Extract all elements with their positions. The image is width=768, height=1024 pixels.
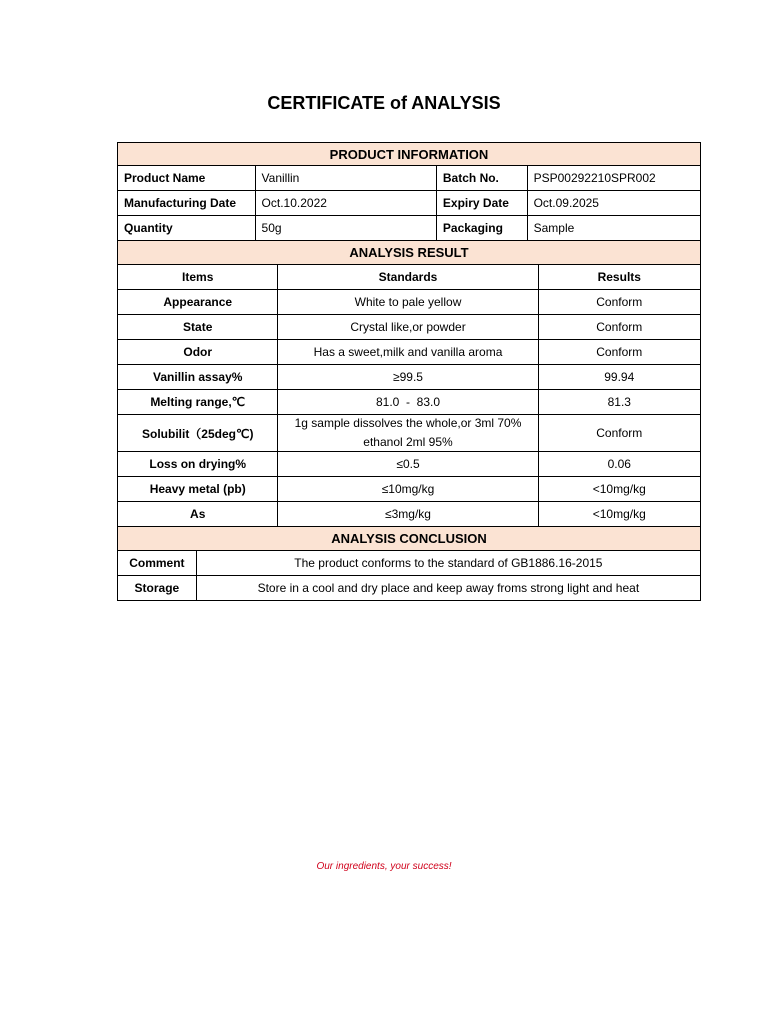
column-header-items: Items <box>182 270 214 284</box>
comment-label: Comment <box>129 556 185 570</box>
analysis-item: State <box>183 320 213 334</box>
expiry-date-value: Oct.09.2025 <box>527 191 700 215</box>
packaging-value: Sample <box>527 216 700 240</box>
analysis-result: 99.94 <box>538 365 700 389</box>
analysis-standard: ≤0.5 <box>277 452 537 476</box>
analysis-item: Loss on drying% <box>149 457 247 471</box>
packaging-label: Packaging <box>436 216 527 240</box>
analysis-standard: Crystal like,or powder <box>277 315 537 339</box>
analysis-result: <10mg/kg <box>538 477 700 501</box>
analysis-header-row <box>117 265 701 290</box>
analysis-result: <10mg/kg <box>538 502 700 526</box>
analysis-row <box>117 290 701 315</box>
product-name-label: Product Name <box>124 171 206 185</box>
analysis-result: Conform <box>538 290 700 314</box>
analysis-row <box>117 340 701 365</box>
product-info-row <box>117 166 701 191</box>
analysis-row <box>117 390 701 415</box>
analysis-result: 0.06 <box>538 452 700 476</box>
storage-label: Storage <box>134 581 180 595</box>
analysis-result: 81.3 <box>538 390 700 414</box>
product-info-row <box>117 216 701 241</box>
analysis-result: Conform <box>538 340 700 364</box>
conclusion-row <box>117 551 701 576</box>
analysis-item: Heavy metal (pb) <box>149 482 246 496</box>
analysis-row <box>117 315 701 340</box>
analysis-standard: White to pale yellow <box>277 290 537 314</box>
analysis-standard: 1g sample dissolves the whole,or 3ml 70% ethanol 2ml 95% <box>277 415 537 451</box>
analysis-item: Vanillin assay% <box>153 370 243 384</box>
document-title: CERTIFICATE of ANALYSIS <box>267 93 501 113</box>
analysis-conclusion-heading: ANALYSIS CONCLUSION <box>117 527 701 551</box>
footer-slogan: Our ingredients, your success! <box>316 861 452 872</box>
analysis-result: Conform <box>538 415 700 451</box>
manufacturing-date-value: Oct.10.2022 <box>255 191 436 215</box>
batch-no-value: PSP00292210SPR002 <box>527 166 700 190</box>
analysis-row <box>117 502 701 527</box>
column-header-results: Results <box>538 265 700 289</box>
product-name-value: Vanillin <box>255 166 436 190</box>
analysis-item: Solubilit（25deg℃) <box>141 426 254 441</box>
batch-no-label: Batch No. <box>436 166 527 190</box>
analysis-standard: Has a sweet,milk and vanilla aroma <box>277 340 537 364</box>
storage-value: Store in a cool and dry place and keep away froms strong light and heat <box>196 576 700 600</box>
analysis-standard: ≤3mg/kg <box>277 502 537 526</box>
quantity-value: 50g <box>255 216 436 240</box>
product-info-heading: PRODUCT INFORMATION <box>117 142 701 166</box>
analysis-row <box>117 477 701 502</box>
analysis-item: Odor <box>183 345 213 359</box>
comment-value: The product conforms to the standard of GB1886.16-2015 <box>196 551 700 575</box>
analysis-item: Melting range,℃ <box>150 395 246 409</box>
manufacturing-date-label: Manufacturing Date <box>124 196 237 210</box>
product-info-row <box>117 191 701 216</box>
analysis-item: Appearance <box>163 295 233 309</box>
analysis-row <box>117 452 701 477</box>
conclusion-row <box>117 576 701 601</box>
analysis-row <box>117 415 701 452</box>
analysis-row <box>117 365 701 390</box>
analysis-item: As <box>190 507 206 521</box>
analysis-result-heading: ANALYSIS RESULT <box>117 241 701 265</box>
analysis-result: Conform <box>538 315 700 339</box>
column-header-standards: Standards <box>277 265 537 289</box>
certificate-table <box>117 142 701 601</box>
expiry-date-label: Expiry Date <box>436 191 527 215</box>
quantity-label: Quantity <box>124 221 173 235</box>
analysis-standard: 81.0 - 83.0 <box>277 390 537 414</box>
analysis-standard: ≥99.5 <box>277 365 537 389</box>
analysis-standard: ≤10mg/kg <box>277 477 537 501</box>
